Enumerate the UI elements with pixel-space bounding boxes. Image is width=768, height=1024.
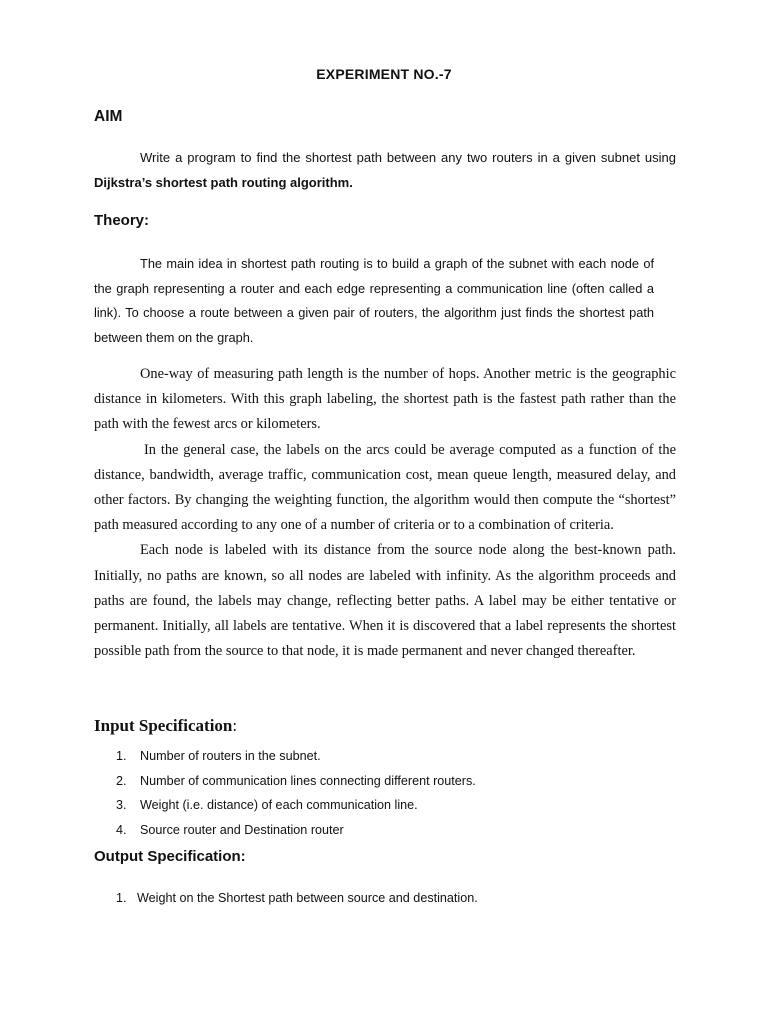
list-item-text: Weight on the Shortest path between source and destination. <box>137 891 478 905</box>
theory-paragraph-1 <box>94 252 654 350</box>
theory-heading: Theory: <box>94 212 150 229</box>
aim-paragraph <box>94 146 676 195</box>
input-spec-heading <box>94 716 237 736</box>
list-item-text: Source router and Destination router <box>140 822 344 837</box>
theory-paragraph-4: Each node is labeled with its distance from the source node along the best-known path. Initially, no paths are known, so all nodes are labeled with infinity. As the algorithm proceeds and paths are found, the labels may change, reflecting better paths. A label may be either tentative or permanent. Initially, all labels are tentative. When it is discovered that a label represents the shortest possible path from the source to that node, it is made permanent and never changed thereafter. <box>94 542 676 660</box>
input-spec-heading-colon: : <box>232 716 238 735</box>
theory-serif-section <box>94 362 676 664</box>
aim-heading: AIM <box>94 108 123 125</box>
input-spec-heading-text: Input Specification <box>94 716 233 735</box>
list-item-number: 3. <box>116 798 127 812</box>
experiment-title: EXPERIMENT NO.-7 <box>316 66 452 82</box>
theory-paragraph-2: One-way of measuring path length is the number of hops. Another metric is the geographic distance in kilometers. With this graph labeling, the shortest path is the fastest path rather than the path with the fewest arcs or kilometers. <box>94 366 676 433</box>
list-item-number: 2. <box>116 773 127 788</box>
list-item-text: Weight (i.e. distance) of each communication line. <box>140 798 418 812</box>
list-item-text: Number of communication lines connecting different routers. <box>140 773 476 788</box>
aim-algorithm-name: Dijkstra’s shortest path routing algorithm. <box>94 174 353 190</box>
list-item-text: Number of routers in the subnet. <box>140 749 321 763</box>
theory-paragraph-3: In the general case, the labels on the arcs could be average computed as a function of the distance, bandwidth, average traffic, communication cost, mean queue length, measured delay, and other factors. By changing the weighting function, the algorithm would then compute the “shortest” path measured according to any one of a number of criteria or to a combination of criteria. <box>94 441 676 534</box>
theory-paragraph-1-text: The main idea in shortest path routing is to build a graph of the subnet with each node of the graph representing a router and each edge representing a communication line (often called a link). To choose a route between a given pair of routers, the algorithm just finds the shortest path between them on the graph. <box>94 256 654 345</box>
output-spec-heading: Output Specification: <box>94 848 246 865</box>
list-item-number: 1. <box>116 891 127 905</box>
aim-text: Write a program to find the shortest path between any two routers in a given subnet using <box>140 150 676 165</box>
list-item-number: 4. <box>116 822 127 837</box>
list-item-number: 1. <box>116 749 127 763</box>
